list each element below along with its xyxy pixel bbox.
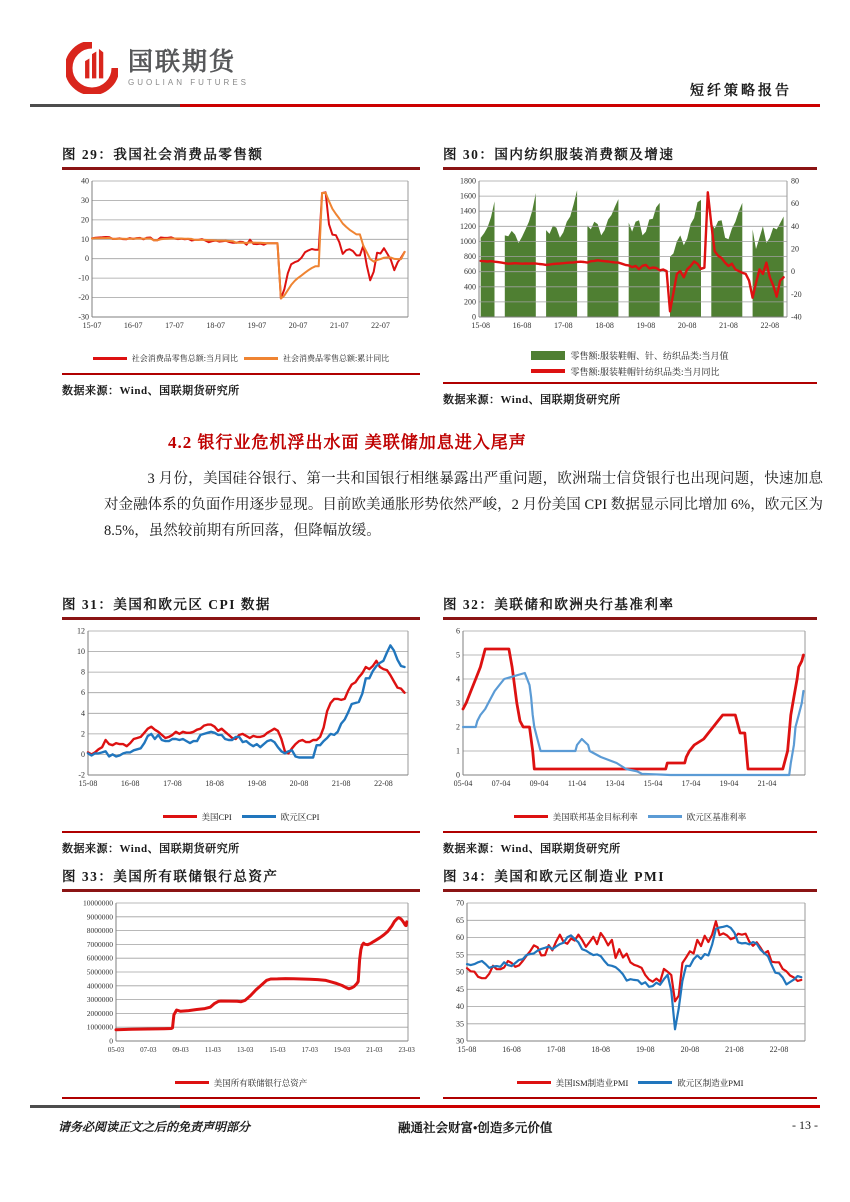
svg-text:-40: -40 [791,312,802,321]
figure-29 [62,146,420,398]
svg-text:6: 6 [81,687,85,697]
svg-text:19-08: 19-08 [635,1044,655,1054]
figure-title-rule [62,617,420,620]
footer-disclaimer: 请务必阅读正文之后的免责声明部分 [58,1120,251,1134]
legend-label: 社会消费品零售总额:累计同比 [283,354,390,363]
svg-text:21-04: 21-04 [757,778,777,788]
svg-text:8: 8 [81,667,85,677]
svg-text:3: 3 [456,698,460,707]
figure-29-legend [62,349,420,369]
svg-text:19-08: 19-08 [636,320,656,330]
svg-text:2: 2 [81,728,85,738]
legend-line-swatch [648,815,682,819]
legend-item [93,353,238,364]
svg-text:8000000: 8000000 [86,925,113,935]
svg-text:07-04: 07-04 [491,778,511,788]
svg-text:-20: -20 [791,289,802,299]
legend-label: 美国所有联储银行总资产 [213,1077,308,1088]
figure-33-legend [62,1073,420,1093]
svg-text:-10: -10 [78,273,89,283]
svg-text:19-07: 19-07 [247,320,267,330]
legend-item [514,811,638,823]
figure-title-rule [443,617,817,620]
svg-text:05-04: 05-04 [453,778,473,788]
svg-text:3000000: 3000000 [86,994,113,1004]
svg-text:2000000: 2000000 [86,1008,113,1018]
legend-item [242,811,320,823]
svg-text:6: 6 [456,626,460,635]
logo-subtext: GUOLIAN FUTURES [128,77,250,87]
svg-text:19-08: 19-08 [247,778,267,788]
figure-30-title: 图 30：国内纺织服装消费额及增速 [443,147,675,162]
svg-text:1: 1 [456,746,460,755]
svg-text:22-08: 22-08 [769,1044,789,1054]
legend-item [175,1077,308,1089]
svg-text:18-07: 18-07 [206,320,226,330]
svg-text:13-03: 13-03 [237,1045,254,1054]
svg-text:1400: 1400 [460,206,476,216]
svg-text:20-08: 20-08 [677,320,697,330]
svg-text:0: 0 [81,749,85,759]
svg-text:21-08: 21-08 [719,320,738,330]
svg-text:05-03: 05-03 [107,1045,125,1054]
svg-text:40: 40 [456,1001,464,1011]
figure-33 [62,868,420,1099]
figure-29-source: 数据来源：Wind、国联期货研究所 [62,384,240,397]
svg-text:19-04: 19-04 [719,778,739,788]
company-logo [66,42,249,94]
legend-line-swatch [163,815,197,819]
svg-text:21-08: 21-08 [331,778,351,788]
figure-32 [443,596,817,856]
svg-text:22-08: 22-08 [374,778,393,788]
svg-text:11-03: 11-03 [204,1045,221,1054]
figure-title-rule [62,167,420,170]
svg-text:40: 40 [81,176,89,185]
svg-text:60: 60 [456,932,464,942]
legend-line-swatch [517,1081,551,1085]
svg-text:50: 50 [456,967,464,976]
figure-33-title: 图 33：美国所有联储银行总资产 [62,869,279,884]
svg-text:17-07: 17-07 [165,320,184,330]
figure-31-chart [62,623,420,799]
svg-text:17-04: 17-04 [681,778,701,788]
svg-text:10000000: 10000000 [83,898,113,907]
figure-title-rule [443,167,817,170]
svg-text:0: 0 [109,1036,113,1045]
svg-text:17-08: 17-08 [546,1044,566,1054]
legend-label: 欧元区基准利率 [686,811,747,822]
figure-34-legend [443,1073,817,1093]
svg-text:21-08: 21-08 [725,1044,744,1054]
legend-label: 美国ISM制造业PMI [555,1077,629,1088]
svg-text:12: 12 [77,626,85,635]
svg-text:45: 45 [456,984,464,994]
page-number: - 13 - [792,1118,818,1132]
report-type-label: 短纤策略报告 [690,84,792,99]
svg-text:800: 800 [464,251,476,261]
svg-text:70: 70 [456,898,464,907]
legend-line-swatch [175,1081,209,1085]
figure-32-source: 数据来源：Wind、国联期货研究所 [443,842,621,855]
legend-item [531,349,728,362]
svg-text:17-08: 17-08 [553,320,573,330]
svg-text:15-04: 15-04 [643,778,663,788]
svg-text:1800: 1800 [460,176,476,185]
svg-text:20: 20 [791,244,799,253]
svg-text:60: 60 [791,198,799,208]
svg-text:09-04: 09-04 [529,778,549,788]
svg-text:20-08: 20-08 [680,1044,700,1054]
svg-text:30: 30 [456,1036,464,1045]
figure-29-chart [62,173,420,341]
figure-title-rule [443,889,817,892]
figure-33-chart [62,895,420,1065]
svg-text:11-04: 11-04 [567,778,587,788]
figure-separator [443,1097,817,1099]
legend-label: 社会消费品零售总额:当月同比 [131,354,238,363]
svg-text:9000000: 9000000 [86,911,113,921]
figure-29-title: 图 29：我国社会消费品零售额 [62,147,264,162]
legend-line-swatch [514,815,548,819]
svg-text:09-03: 09-03 [172,1045,189,1054]
svg-text:07-03: 07-03 [140,1045,157,1054]
svg-text:16-08: 16-08 [502,1044,521,1054]
svg-text:21-07: 21-07 [329,320,349,330]
svg-text:22-08: 22-08 [760,320,780,330]
header-rule [30,104,820,107]
figure-34 [443,868,817,1099]
svg-text:21-03: 21-03 [366,1045,383,1054]
legend-area-swatch [531,351,565,360]
legend-label: 欧元区CPI [280,811,320,822]
svg-text:2: 2 [456,722,460,731]
svg-text:18-08: 18-08 [595,320,614,330]
svg-text:30: 30 [81,195,89,205]
svg-text:600: 600 [464,266,476,276]
figure-30-chart [443,173,817,341]
legend-line-swatch [531,369,565,373]
figure-32-legend [443,807,817,827]
legend-item [531,365,719,378]
figure-32-title: 图 32：美联储和欧洲央行基准利率 [443,597,675,612]
legend-item [163,811,232,823]
svg-text:16-08: 16-08 [120,778,140,788]
figure-34-title: 图 34：美国和欧元区制造业 PMI [443,869,665,884]
svg-text:15-08: 15-08 [471,320,491,330]
svg-text:400: 400 [464,281,476,291]
svg-text:15-08: 15-08 [457,1044,477,1054]
svg-text:13-04: 13-04 [605,778,625,788]
footer-slogan: 融通社会财富•创造多元价值 [398,1121,553,1135]
logo-text: 国联期货 [128,47,237,76]
svg-text:65: 65 [456,915,464,925]
figure-34-chart [443,895,817,1065]
legend-label: 欧元区制造业PMI [677,1077,744,1088]
figure-31-title: 图 31：美国和欧元区 CPI 数据 [62,597,271,612]
svg-text:0: 0 [472,312,476,321]
svg-text:80: 80 [791,176,799,185]
svg-text:20-07: 20-07 [288,320,308,330]
svg-text:15-07: 15-07 [82,320,102,330]
svg-text:10: 10 [77,646,85,656]
svg-text:17-03: 17-03 [301,1045,318,1054]
legend-label: 零售额:服装鞋帽针纺织品类:当月同比 [570,366,720,377]
legend-line-swatch [242,815,276,819]
svg-text:0: 0 [456,770,460,779]
figure-32-chart [443,623,817,799]
svg-text:23-03: 23-03 [398,1045,415,1054]
svg-text:18-08: 18-08 [205,778,224,788]
figure-title-rule [62,889,420,892]
svg-text:200: 200 [464,296,476,306]
svg-text:22-07: 22-07 [371,320,390,330]
legend-item [517,1077,629,1089]
body-paragraph: 3 月份，美国硅谷银行、第一共和国银行相继暴露出严重问题，欧洲瑞士信贷银行也出现问题，快速加息对金融体系的负面作用逐步显现。目前欧美通胀形势依然严峻，2 月份美国 CPI 数据显示同比增加 6%，欧元区为 8.5%，虽然较前期有所回落，但降幅放缓。 [104,471,823,539]
figure-31-source: 数据来源：Wind、国联期货研究所 [62,842,240,855]
svg-text:-30: -30 [78,312,89,321]
legend-item [648,811,747,823]
svg-text:4: 4 [81,708,85,718]
svg-text:-2: -2 [78,770,85,779]
figure-30-source: 数据来源：Wind、国联期货研究所 [443,393,621,406]
legend-item [638,1077,743,1089]
legend-line-swatch [638,1081,672,1085]
legend-line-swatch [93,357,127,361]
svg-text:16-08: 16-08 [512,320,532,330]
svg-text:1000: 1000 [460,236,476,246]
svg-text:1000000: 1000000 [86,1022,113,1032]
legend-label: 美国CPI [201,811,232,822]
legend-line-swatch [244,357,278,361]
figure-30 [443,146,817,407]
svg-text:5000000: 5000000 [86,967,113,976]
svg-text:20: 20 [81,214,89,224]
svg-text:6000000: 6000000 [86,953,113,963]
svg-text:-20: -20 [78,292,89,302]
svg-text:20-08: 20-08 [289,778,309,788]
svg-text:15-03: 15-03 [269,1045,286,1054]
svg-text:16-07: 16-07 [123,320,143,330]
svg-text:18-08: 18-08 [591,1044,611,1054]
svg-text:17-08: 17-08 [163,778,182,788]
svg-text:10: 10 [81,234,89,244]
svg-text:4000000: 4000000 [86,980,113,990]
svg-text:40: 40 [791,221,799,231]
legend-label: 美国联邦基金目标利率 [552,811,638,822]
svg-text:0: 0 [85,253,89,263]
figure-30-legend [531,349,728,378]
svg-text:1600: 1600 [460,191,476,201]
figure-separator [62,1097,420,1099]
footer-rule [30,1105,820,1108]
guolian-logo-icon [66,42,118,94]
svg-text:55: 55 [456,949,464,959]
legend-item [244,353,389,364]
svg-text:15-08: 15-08 [78,778,98,788]
figure-31 [62,596,420,856]
svg-text:5: 5 [456,650,460,659]
figure-31-legend [62,807,420,827]
svg-text:0: 0 [791,266,795,276]
svg-text:19-03: 19-03 [333,1045,351,1054]
svg-text:1200: 1200 [460,221,476,231]
svg-text:4: 4 [456,674,460,683]
svg-text:35: 35 [456,1018,464,1028]
svg-text:7000000: 7000000 [86,939,113,949]
section-heading: 4.2 银行业危机浮出水面 美联储加息进入尾声 [168,433,527,452]
legend-label: 零售额:服装鞋帽、针、纺织品类:当月值 [570,350,729,361]
